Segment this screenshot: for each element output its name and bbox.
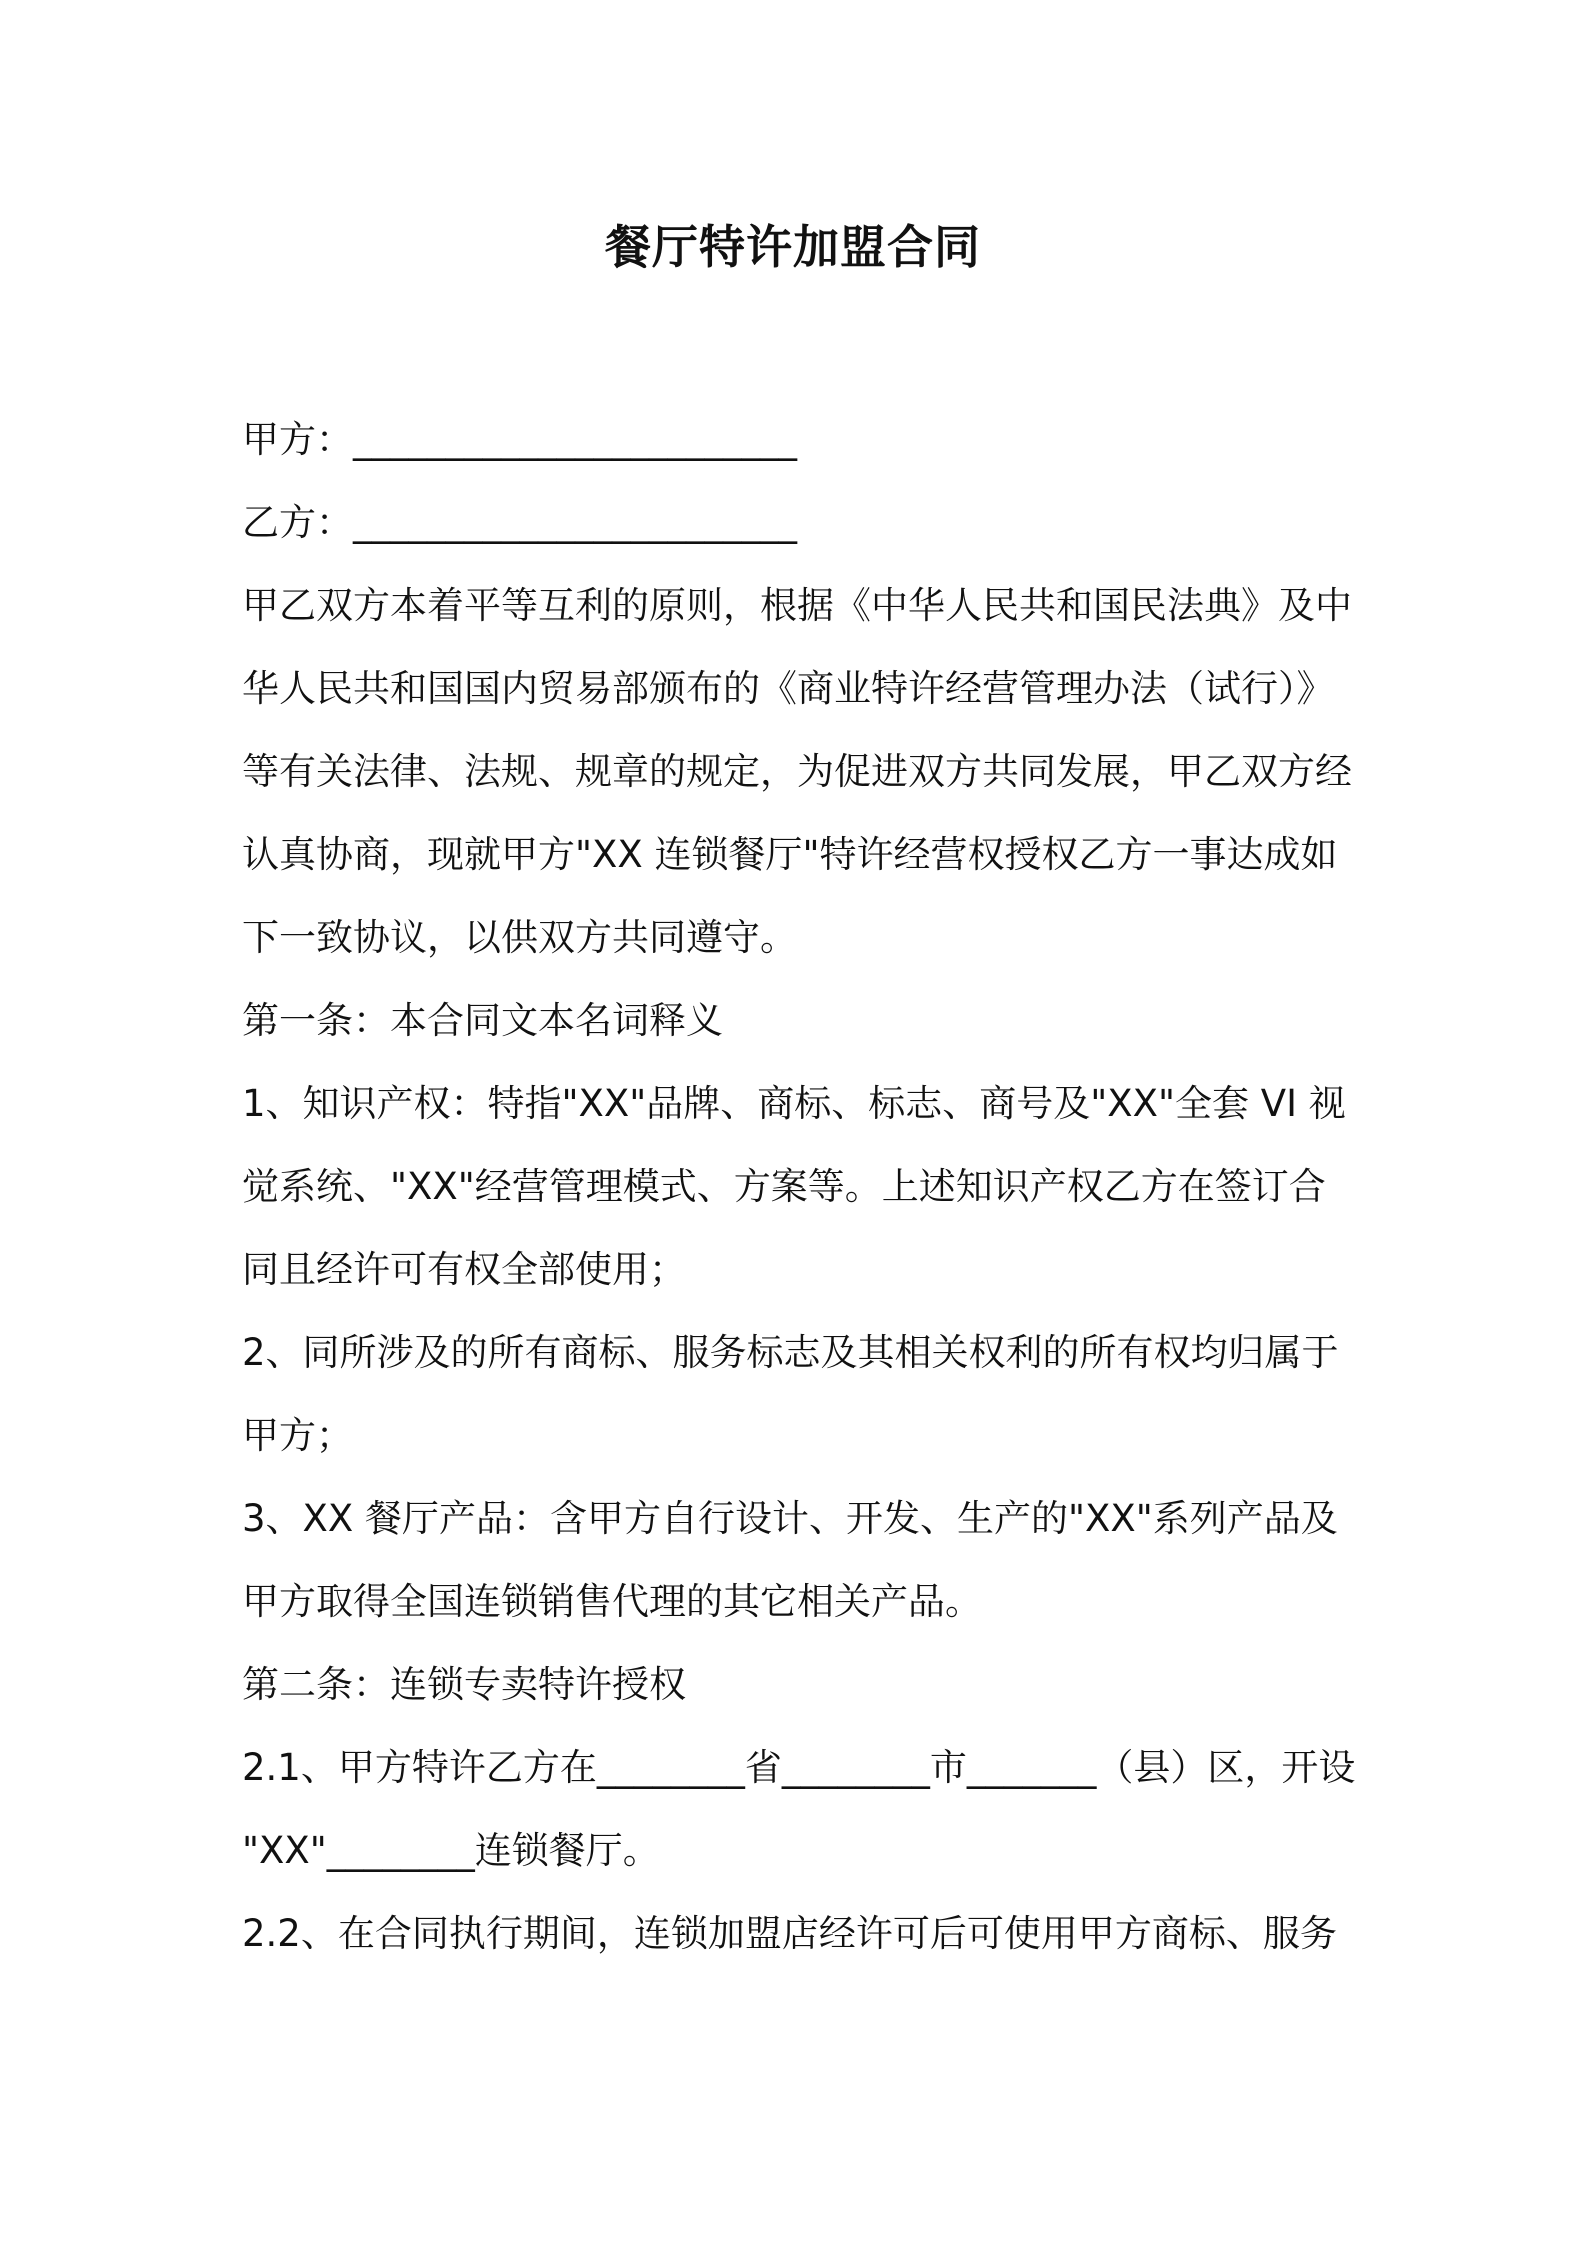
preamble-line: 甲乙双方本着平等互利的原则，根据《中华人民共和国民法典》及中 xyxy=(242,584,1352,627)
clause-line: 2.2、在合同执行期间，连锁加盟店经许可后可使用甲方商标、服务 xyxy=(242,1912,1337,1955)
clause-line: 甲方取得全国连锁销售代理的其它相关产品。 xyxy=(242,1580,982,1623)
contract-body xyxy=(242,398,1362,1975)
party-a-line: 甲方：________________________ xyxy=(242,418,797,461)
page-title: 餐厅特许加盟合同 xyxy=(605,220,981,274)
clause-line: 1、知识产权：特指"XX"品牌、商标、标志、商号及"XX"全套 VI 视 xyxy=(242,1082,1346,1125)
clause-line: 3、XX 餐厅产品：含甲方自行设计、开发、生产的"XX"系列产品及 xyxy=(242,1497,1338,1540)
clause-line: 2.1、甲方特许乙方在________省________市_______（县）区，开设 xyxy=(242,1746,1356,1789)
preamble-line: 等有关法律、法规、规章的规定，为促进双方共同发展，甲乙双方经 xyxy=(242,750,1352,793)
preamble-line: 认真协商，现就甲方"XX 连锁餐厅"特许经营权授权乙方一事达成如 xyxy=(242,833,1338,876)
article-two-heading: 第二条：连锁专卖特许授权 xyxy=(242,1663,686,1706)
article-one-heading: 第一条：本合同文本名词释义 xyxy=(242,999,723,1042)
clause-line: 甲方； xyxy=(242,1414,353,1457)
clause-line: 同且经许可有权全部使用； xyxy=(242,1248,686,1291)
clause-line: "XX"________连锁餐厅。 xyxy=(242,1829,660,1872)
clause-line: 2、同所涉及的所有商标、服务标志及其相关权利的所有权均归属于 xyxy=(242,1331,1339,1374)
preamble-line: 下一致协议，以供双方共同遵守。 xyxy=(242,916,797,959)
clause-line: 觉系统、"XX"经营管理模式、方案等。上述知识产权乙方在签订合 xyxy=(242,1165,1326,1208)
party-b-line: 乙方：________________________ xyxy=(242,501,797,544)
preamble-line: 华人民共和国国内贸易部颁布的《商业特许经营管理办法（试行）》 xyxy=(242,667,1334,710)
